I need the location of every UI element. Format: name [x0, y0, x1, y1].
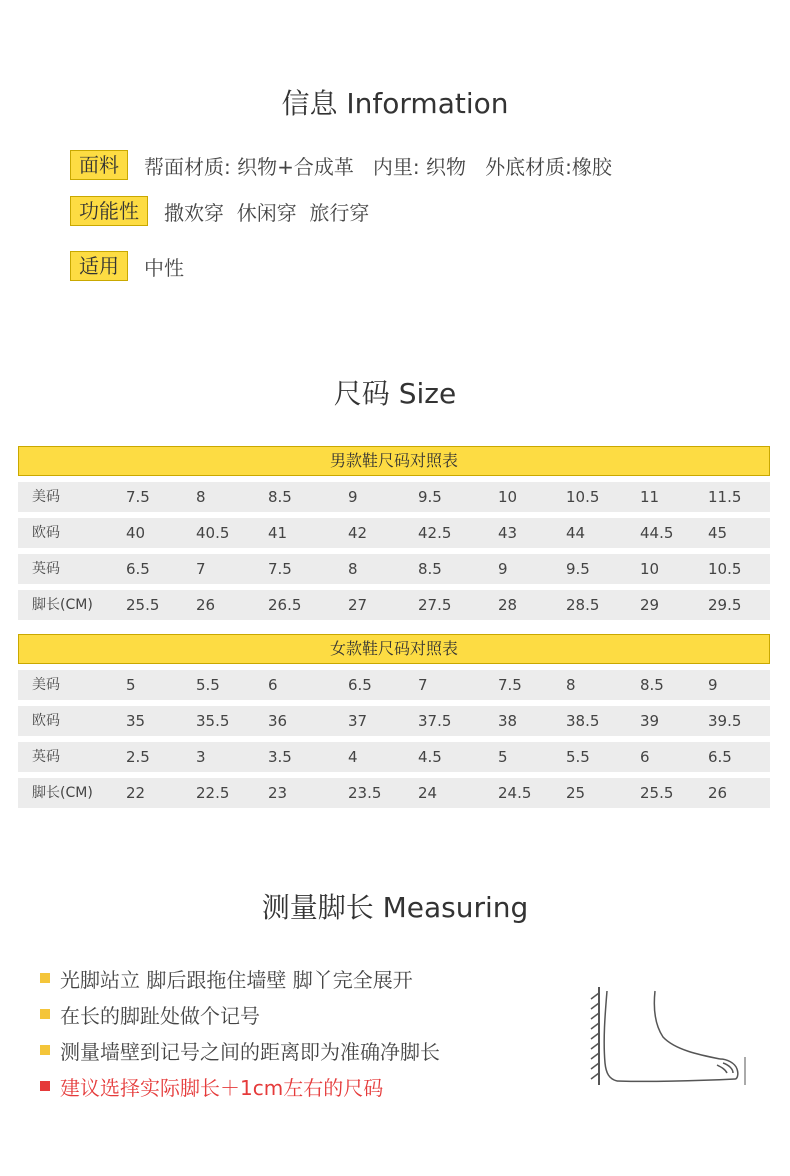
info-row-function	[70, 196, 369, 226]
suitable-text: 中性	[144, 255, 184, 280]
table-row	[18, 742, 770, 772]
table-cell: 7.5	[268, 560, 292, 578]
table-cell: 26.5	[268, 596, 302, 614]
table-cell: 8	[566, 676, 576, 694]
table-cell: 22	[126, 784, 146, 802]
bullet-square-icon	[40, 1045, 50, 1055]
table-cell: 44	[566, 524, 586, 542]
measure-item-text: 在长的脚趾处做个记号	[60, 1003, 260, 1028]
table-cell: 9	[708, 676, 718, 694]
material-text: 帮面材质: 织物+合成革 内里: 织物 外底材质:橡胶	[144, 154, 612, 179]
table-cell: 26	[196, 596, 216, 614]
info-row-material	[70, 150, 612, 180]
table-row	[18, 670, 770, 700]
table-cell: 9.5	[566, 560, 590, 578]
table-row	[18, 590, 770, 620]
table-cell: 42.5	[418, 524, 452, 542]
table-cell: 23.5	[348, 784, 382, 802]
table-cell: 9	[498, 560, 508, 578]
table-cell: 6	[640, 748, 650, 766]
row-label: 英码	[32, 749, 60, 765]
table-cell: 39.5	[708, 712, 742, 730]
measure-item-text: 建议选择实际脚长＋1cm左右的尺码	[60, 1075, 384, 1100]
table-cell: 6	[268, 676, 278, 694]
table-cell: 36	[268, 712, 288, 730]
table-row	[18, 518, 770, 548]
bullet-square-icon	[40, 1081, 50, 1091]
table-cell: 4.5	[418, 748, 442, 766]
row-label: 欧码	[32, 713, 60, 729]
table-cell: 9	[348, 488, 358, 506]
table-cell: 27.5	[418, 596, 452, 614]
measure-item-highlight	[40, 1068, 440, 1104]
foot-wall-illustration-icon	[585, 985, 755, 1095]
table-cell: 5	[498, 748, 508, 766]
women-size-table	[18, 634, 770, 814]
table-cell: 45	[708, 524, 728, 542]
table-cell: 6.5	[126, 560, 150, 578]
table-cell: 3	[196, 748, 206, 766]
table-cell: 35.5	[196, 712, 230, 730]
info-row-suitable	[70, 251, 184, 281]
measure-title: 测量脚长 Measuring	[261, 891, 529, 924]
table-cell: 8	[348, 560, 358, 578]
size-title: 尺码 Size	[333, 377, 457, 410]
table-cell: 28	[498, 596, 518, 614]
table-row	[18, 778, 770, 808]
table-row	[18, 554, 770, 584]
table-cell: 38.5	[566, 712, 600, 730]
table-cell: 22.5	[196, 784, 230, 802]
measure-list	[40, 960, 440, 1104]
table-cell: 8.5	[640, 676, 664, 694]
table-cell: 3.5	[268, 748, 292, 766]
row-label: 美码	[32, 677, 60, 693]
table-cell: 23	[268, 784, 288, 802]
table-cell: 42	[348, 524, 368, 542]
table-row	[18, 482, 770, 512]
table-row	[18, 706, 770, 736]
table-cell: 25.5	[640, 784, 674, 802]
table-cell: 35	[126, 712, 146, 730]
table-cell: 41	[268, 524, 288, 542]
table-cell: 8	[196, 488, 206, 506]
table-cell: 8.5	[418, 560, 442, 578]
table-cell: 24.5	[498, 784, 532, 802]
women-table-rows	[18, 670, 770, 808]
measure-item	[40, 960, 440, 996]
row-label: 脚长(CM)	[32, 785, 93, 801]
info-title: 信息 Information	[281, 87, 509, 120]
table-cell: 7	[196, 560, 206, 578]
table-cell: 26	[708, 784, 728, 802]
table-cell: 10.5	[566, 488, 600, 506]
table-cell: 2.5	[126, 748, 150, 766]
table-cell: 11	[640, 488, 660, 506]
table-cell: 27	[348, 596, 368, 614]
material-tag: 面料	[70, 150, 128, 180]
table-cell: 25.5	[126, 596, 160, 614]
table-cell: 7	[418, 676, 428, 694]
table-cell: 39	[640, 712, 660, 730]
row-label: 美码	[32, 489, 60, 505]
men-table-header: 男款鞋尺码对照表	[18, 446, 770, 476]
table-cell: 29	[640, 596, 660, 614]
measure-item-text: 光脚站立 脚后跟拖住墙壁 脚丫完全展开	[60, 967, 413, 992]
women-table-header: 女款鞋尺码对照表	[18, 634, 770, 664]
function-text: 撒欢穿 休闲穿 旅行穿	[164, 200, 370, 225]
function-tag: 功能性	[70, 196, 148, 226]
table-cell: 5.5	[566, 748, 590, 766]
table-cell: 5	[126, 676, 136, 694]
table-cell: 10.5	[708, 560, 742, 578]
table-cell: 40	[126, 524, 146, 542]
table-cell: 7.5	[498, 676, 522, 694]
table-cell: 25	[566, 784, 586, 802]
table-cell: 9.5	[418, 488, 442, 506]
table-cell: 37	[348, 712, 368, 730]
measure-item	[40, 1032, 440, 1068]
table-cell: 4	[348, 748, 358, 766]
row-label: 欧码	[32, 525, 60, 541]
table-cell: 40.5	[196, 524, 230, 542]
row-label: 英码	[32, 561, 60, 577]
table-cell: 29.5	[708, 596, 742, 614]
table-cell: 10	[498, 488, 518, 506]
table-cell: 43	[498, 524, 518, 542]
table-cell: 8.5	[268, 488, 292, 506]
table-cell: 6.5	[348, 676, 372, 694]
table-cell: 38	[498, 712, 518, 730]
table-cell: 37.5	[418, 712, 452, 730]
table-cell: 5.5	[196, 676, 220, 694]
table-cell: 28.5	[566, 596, 600, 614]
men-size-table	[18, 446, 770, 626]
table-cell: 6.5	[708, 748, 732, 766]
table-cell: 7.5	[126, 488, 150, 506]
bullet-square-icon	[40, 1009, 50, 1019]
table-cell: 11.5	[708, 488, 742, 506]
measure-item-text: 测量墙壁到记号之间的距离即为准确净脚长	[60, 1039, 440, 1064]
row-label: 脚长(CM)	[32, 597, 93, 613]
suitable-tag: 适用	[70, 251, 128, 281]
table-cell: 44.5	[640, 524, 674, 542]
table-cell: 10	[640, 560, 660, 578]
men-table-rows	[18, 482, 770, 620]
table-cell: 24	[418, 784, 438, 802]
bullet-square-icon	[40, 973, 50, 983]
measure-item	[40, 996, 440, 1032]
